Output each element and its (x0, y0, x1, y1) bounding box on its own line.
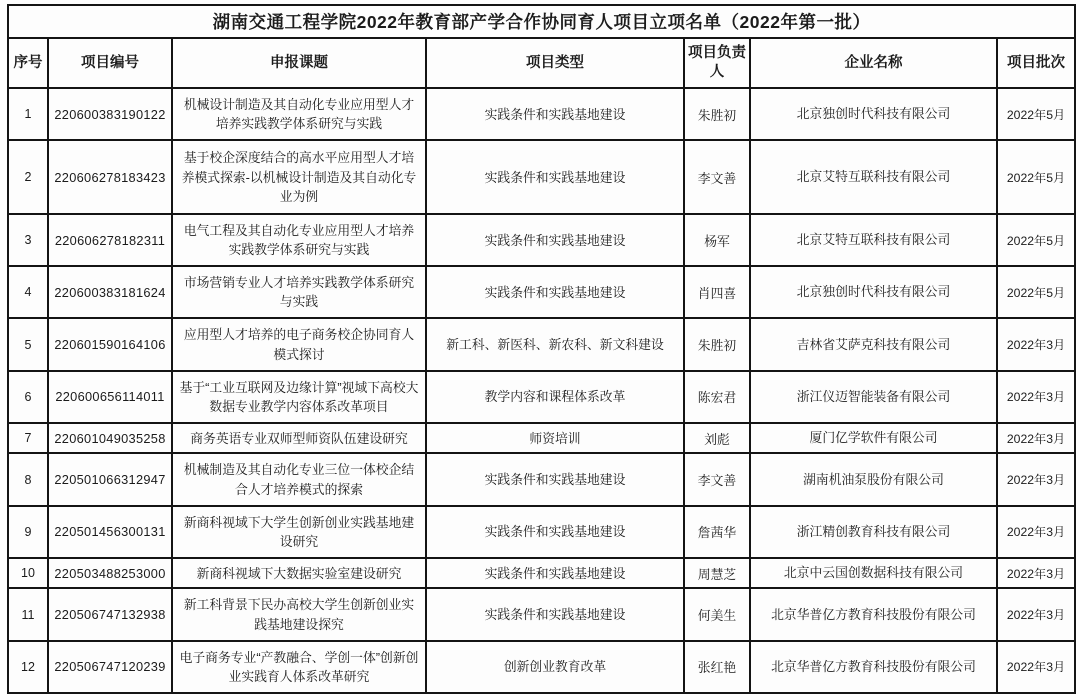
project-leader-cell: 朱胜初 (684, 318, 750, 370)
table-row (8, 88, 1075, 140)
column-header-code: 项目编号 (48, 38, 172, 88)
column-header-topic: 申报课题 (172, 38, 426, 88)
table-row (8, 371, 1075, 423)
project-topic-cell: 应用型人才培养的电子商务校企协同育人模式探讨 (172, 318, 426, 370)
row-number-cell: 2 (8, 140, 48, 214)
project-batch-cell: 2022年3月 (997, 318, 1075, 370)
project-type-cell: 实践条件和实践基地建设 (426, 588, 684, 640)
table-body (8, 88, 1075, 693)
project-leader-cell: 刘彪 (684, 423, 750, 454)
project-code-cell: 220501066312947 (48, 453, 172, 505)
project-batch-cell: 2022年3月 (997, 423, 1075, 454)
row-number-cell: 10 (8, 558, 48, 589)
project-type-cell: 实践条件和实践基地建设 (426, 88, 684, 140)
column-header-type: 项目类型 (426, 38, 684, 88)
row-number-cell: 11 (8, 588, 48, 640)
project-topic-cell: 新商科视域下大学生创新创业实践基地建设研究 (172, 506, 426, 558)
project-leader-cell: 李文善 (684, 453, 750, 505)
row-number-cell: 9 (8, 506, 48, 558)
project-type-cell: 创新创业教育改革 (426, 641, 684, 693)
project-leader-cell: 肖四喜 (684, 266, 750, 318)
company-name-cell: 厦门亿学软件有限公司 (750, 423, 997, 454)
project-code-cell: 220506747120239 (48, 641, 172, 693)
project-topic-cell: 市场营销专业人才培养实践教学体系研究与实践 (172, 266, 426, 318)
project-code-cell: 220606278182311 (48, 214, 172, 266)
project-code-cell: 220606278183423 (48, 140, 172, 214)
row-number-cell: 4 (8, 266, 48, 318)
project-batch-cell: 2022年3月 (997, 641, 1075, 693)
project-code-cell: 220506747132938 (48, 588, 172, 640)
project-type-cell: 实践条件和实践基地建设 (426, 453, 684, 505)
project-topic-cell: 基于“工业互联网及边缘计算”视域下高校大数据专业教学内容体系改革项目 (172, 371, 426, 423)
company-name-cell: 浙江精创教育科技有限公司 (750, 506, 997, 558)
project-topic-cell: 电子商务专业“产教融合、学创一体”创新创业实践育人体系改革研究 (172, 641, 426, 693)
company-name-cell: 北京艾特互联科技有限公司 (750, 214, 997, 266)
project-batch-cell: 2022年3月 (997, 371, 1075, 423)
project-leader-cell: 周慧芝 (684, 558, 750, 589)
document-title: 湖南交通工程学院2022年教育部产学合作协同育人项目立项名单（2022年第一批） (8, 5, 1075, 38)
project-topic-cell: 新工科背景下民办高校大学生创新创业实践基地建设探究 (172, 588, 426, 640)
project-type-cell: 实践条件和实践基地建设 (426, 140, 684, 214)
title-row (8, 5, 1075, 38)
table-row (8, 506, 1075, 558)
table-row (8, 588, 1075, 640)
project-leader-cell: 陈宏君 (684, 371, 750, 423)
row-number-cell: 7 (8, 423, 48, 454)
column-header-row (8, 38, 1075, 88)
project-type-cell: 实践条件和实践基地建设 (426, 558, 684, 589)
table-row (8, 423, 1075, 454)
row-number-cell: 1 (8, 88, 48, 140)
company-name-cell: 北京华普亿方教育科技股份有限公司 (750, 641, 997, 693)
project-batch-cell: 2022年5月 (997, 140, 1075, 214)
project-type-cell: 实践条件和实践基地建设 (426, 214, 684, 266)
project-leader-cell: 张红艳 (684, 641, 750, 693)
company-name-cell: 北京华普亿方教育科技股份有限公司 (750, 588, 997, 640)
project-approval-table (7, 4, 1076, 694)
project-type-cell: 师资培训 (426, 423, 684, 454)
column-header-leader: 项目负责人 (684, 38, 750, 88)
project-code-cell: 220503488253000 (48, 558, 172, 589)
row-number-cell: 5 (8, 318, 48, 370)
project-leader-cell: 朱胜初 (684, 88, 750, 140)
table-row (8, 214, 1075, 266)
project-topic-cell: 基于校企深度结合的高水平应用型人才培养模式探索-以机械设计制造及其自动化专业为例 (172, 140, 426, 214)
project-batch-cell: 2022年3月 (997, 558, 1075, 589)
table-row (8, 266, 1075, 318)
table-row (8, 558, 1075, 589)
company-name-cell: 北京独创时代科技有限公司 (750, 266, 997, 318)
row-number-cell: 6 (8, 371, 48, 423)
project-topic-cell: 新商科视域下大数据实验室建设研究 (172, 558, 426, 589)
project-batch-cell: 2022年5月 (997, 266, 1075, 318)
project-topic-cell: 机械设计制造及其自动化专业应用型人才培养实践教学体系研究与实践 (172, 88, 426, 140)
project-batch-cell: 2022年3月 (997, 506, 1075, 558)
company-name-cell: 北京艾特互联科技有限公司 (750, 140, 997, 214)
project-leader-cell: 杨军 (684, 214, 750, 266)
company-name-cell: 湖南机油泵股份有限公司 (750, 453, 997, 505)
column-header-no: 序号 (8, 38, 48, 88)
project-code-cell: 220601049035258 (48, 423, 172, 454)
project-code-cell: 220600383181624 (48, 266, 172, 318)
project-batch-cell: 2022年3月 (997, 453, 1075, 505)
row-number-cell: 8 (8, 453, 48, 505)
company-name-cell: 浙江仪迈智能装备有限公司 (750, 371, 997, 423)
row-number-cell: 3 (8, 214, 48, 266)
project-type-cell: 新工科、新医科、新农科、新文科建设 (426, 318, 684, 370)
project-topic-cell: 机械制造及其自动化专业三位一体校企结合人才培养模式的探索 (172, 453, 426, 505)
company-name-cell: 北京独创时代科技有限公司 (750, 88, 997, 140)
project-batch-cell: 2022年3月 (997, 588, 1075, 640)
project-type-cell: 实践条件和实践基地建设 (426, 506, 684, 558)
project-batch-cell: 2022年5月 (997, 214, 1075, 266)
project-leader-cell: 何美生 (684, 588, 750, 640)
project-type-cell: 教学内容和课程体系改革 (426, 371, 684, 423)
project-code-cell: 220601590164106 (48, 318, 172, 370)
table-row (8, 453, 1075, 505)
company-name-cell: 吉林省艾萨克科技有限公司 (750, 318, 997, 370)
company-name-cell: 北京中云国创数据科技有限公司 (750, 558, 997, 589)
column-header-batch: 项目批次 (997, 38, 1075, 88)
table-row (8, 641, 1075, 693)
project-topic-cell: 电气工程及其自动化专业应用型人才培养实践教学体系研究与实践 (172, 214, 426, 266)
project-code-cell: 220600383190122 (48, 88, 172, 140)
project-topic-cell: 商务英语专业双师型师资队伍建设研究 (172, 423, 426, 454)
table-row (8, 318, 1075, 370)
project-batch-cell: 2022年5月 (997, 88, 1075, 140)
table-row (8, 140, 1075, 214)
project-code-cell: 220501456300131 (48, 506, 172, 558)
project-leader-cell: 李文善 (684, 140, 750, 214)
column-header-company: 企业名称 (750, 38, 997, 88)
project-type-cell: 实践条件和实践基地建设 (426, 266, 684, 318)
row-number-cell: 12 (8, 641, 48, 693)
project-code-cell: 220600656114011 (48, 371, 172, 423)
project-leader-cell: 詹茜华 (684, 506, 750, 558)
